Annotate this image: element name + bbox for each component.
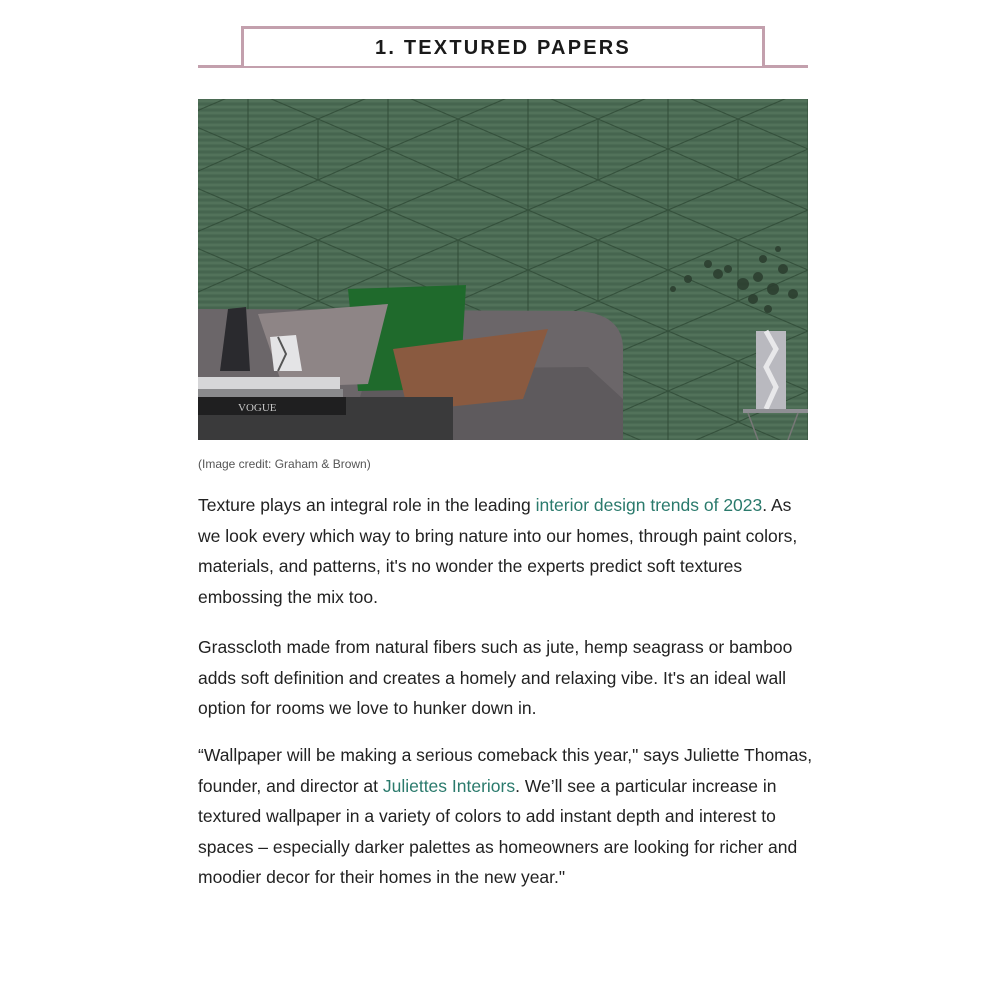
hero-image <box>198 99 808 440</box>
book-title: VOGUE <box>238 402 277 414</box>
paragraph-text: “Wallpaper will be making a serious comeback this year," says Juliette Thomas, founder, and director at <box>198 745 813 796</box>
paragraph-text: . As we look every which way to bring nature into our homes, through paint colors, materials, and patterns, it's no wonder the experts predict soft textures embossing the mix too. <box>198 495 798 607</box>
paragraph-grasscloth: Grasscloth made from natural fibers such as jute, hemp seagrass or bamboo adds soft definition and creates a homely and relaxing vibe. It's an ideal wall option for rooms we love to hunker down in. <box>198 637 793 718</box>
section-heading <box>198 26 808 68</box>
image-caption: (Image credit: Graham & Brown) <box>198 457 371 471</box>
paragraph-quote <box>198 740 818 893</box>
paragraph-text: Texture plays an integral role in the leading <box>198 495 536 515</box>
heading-box <box>241 26 765 66</box>
paragraph-intro <box>198 490 818 612</box>
paragraph-text: . We’ll see a particular increase in textured wallpaper in a variety of colors to add instant depth and interest to spaces – especially darker palettes as homeowners are looking for richer and moodier decor for their homes in the new year." <box>198 775 798 887</box>
link-juliettes-interiors[interactable]: Juliettes Interiors <box>382 775 516 796</box>
section-title: 1. TEXTURED PAPERS <box>375 37 631 59</box>
link-interior-design-trends[interactable]: interior design trends of 2023 <box>535 495 763 515</box>
